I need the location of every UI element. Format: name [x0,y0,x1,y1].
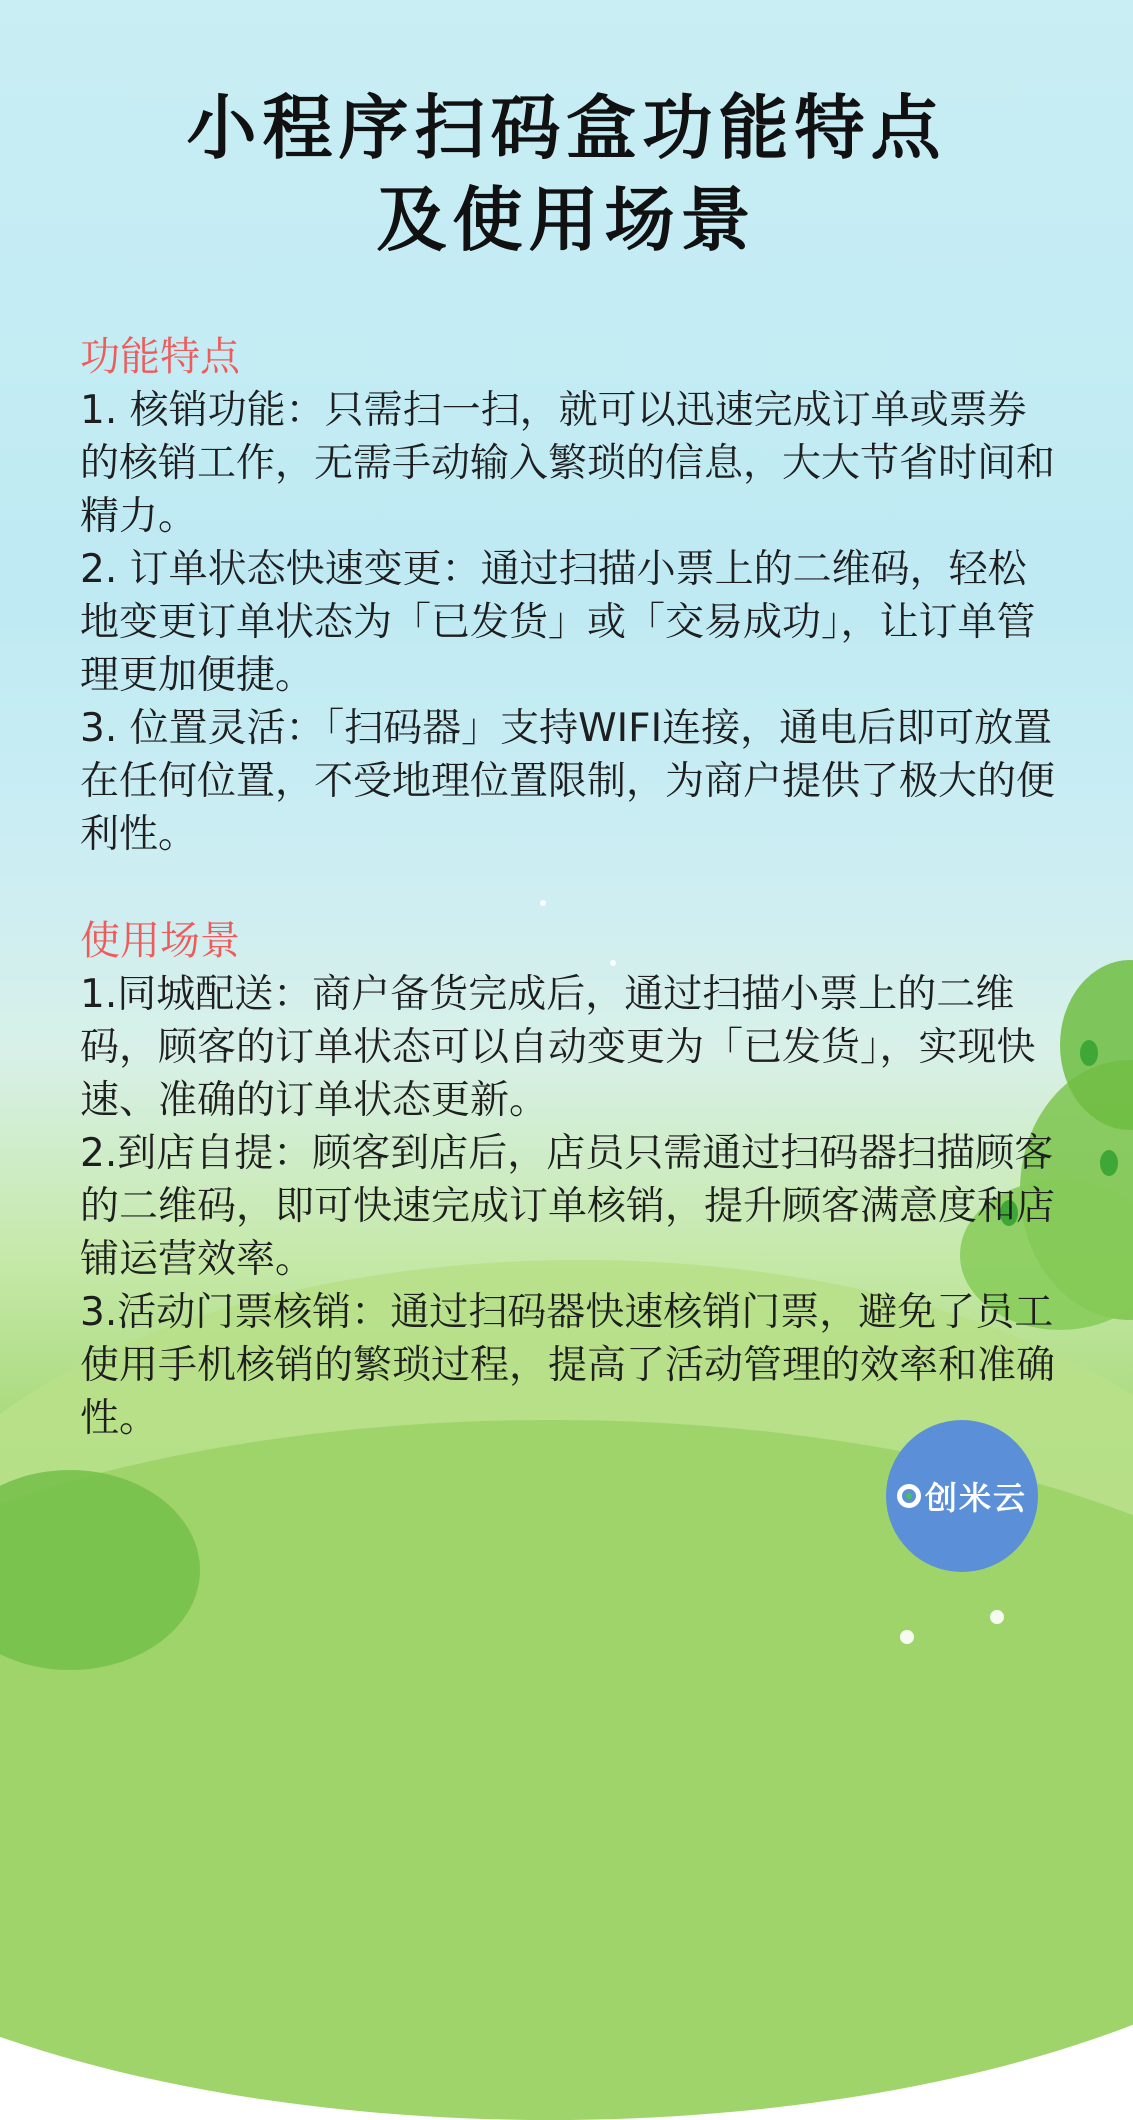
article-body [80,330,1060,1445]
page-title [0,82,1133,266]
leaf-icon [1100,1150,1118,1176]
c-logo-icon [897,1484,921,1508]
features-heading: 功能特点 [80,334,240,380]
scenario-item-1: 1.同城配送：商户备货完成后，通过扫描小票上的二维码，顾客的订单状态可以自动变更为「已发货」，实现快速、准确的订单状态更新。 [80,972,1036,1123]
scenario-item-2: 2.到店自提：顾客到店后，店员只需通过扫码器扫描顾客的二维码，即可快速完成订单核销，提升顾客满意度和店铺运营效率。 [80,1131,1056,1282]
page-title-line-2: 及使用场景 [376,179,757,261]
brand-logo [886,1420,1038,1572]
flower-icon [990,1610,1004,1624]
feature-item-3: 3. 位置灵活：「扫码器」支持WIFI连接，通电后即可放置在任何位置，不受地理位置限制，为商户提供了极大的便利性。 [80,706,1056,857]
feature-item-1: 1. 核销功能：只需扫一扫，就可以迅速完成订单或票券的核销工作，无需手动输入繁琐的信息，大大节省时间和精力。 [80,388,1056,539]
feature-item-2: 2. 订单状态快速变更：通过扫描小票上的二维码，轻松地变更订单状态为「已发货」或「交易成功」，让订单管理更加便捷。 [80,547,1036,698]
brand-logo-text: 创米云 [924,1479,1027,1517]
scenarios-heading: 使用场景 [80,918,240,964]
leaf-icon [1080,1040,1098,1066]
page-title-line-1: 小程序扫码盒功能特点 [186,87,947,169]
flower-icon [900,1630,914,1644]
scenario-item-3: 3.活动门票核销：通过扫码器快速核销门票，避免了员工使用手机核销的繁琐过程，提高了活动管理的效率和准确性。 [80,1290,1056,1441]
section-spacer [80,861,1060,914]
